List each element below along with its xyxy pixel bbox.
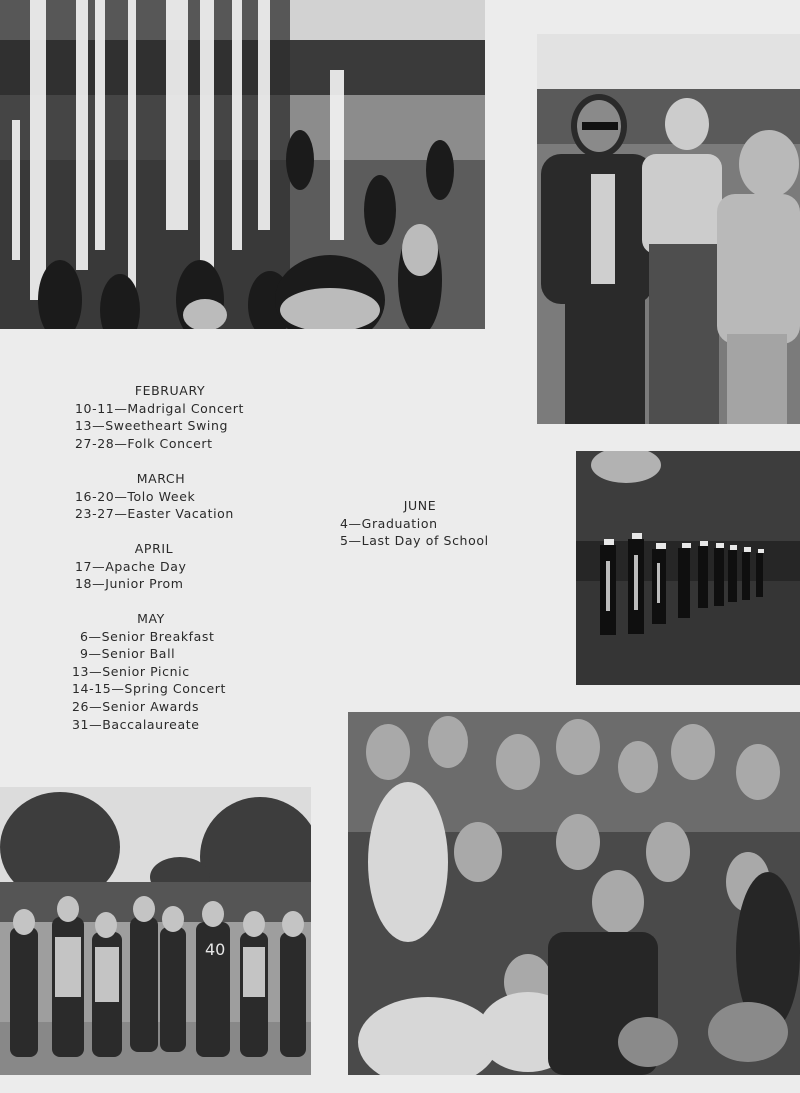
event-item: 6—Senior Breakfast	[80, 628, 215, 644]
event-item: 5—Last Day of School	[340, 533, 489, 549]
photo-marching-band	[576, 451, 800, 685]
month-heading-april: APRIL	[134, 541, 174, 556]
event-item: 13—Senior Picnic	[72, 663, 190, 679]
month-heading-february: FEBRUARY	[134, 383, 206, 398]
event-item: 18—Junior Prom	[75, 576, 184, 592]
jersey-number: 40	[205, 940, 226, 959]
event-item: 4—Graduation	[340, 515, 438, 531]
event-item: 31—Baccalaureate	[72, 716, 200, 732]
event-item: 23-27—Easter Vacation	[75, 506, 234, 522]
month-heading-june: JUNE	[403, 498, 437, 513]
event-item: 26—Senior Awards	[72, 698, 200, 714]
calendar-april	[75, 540, 233, 593]
event-item: 14-15—Spring Concert	[72, 681, 227, 697]
calendar-february	[75, 382, 265, 452]
calendar-june	[340, 497, 500, 550]
event-item: 17—Apache Day	[75, 558, 187, 574]
event-item: 27-28—Folk Concert	[75, 435, 213, 451]
event-item: 10-11—Madrigal Concert	[75, 400, 244, 416]
event-item: 16-20—Tolo Week	[75, 488, 196, 504]
month-heading-may: MAY	[137, 611, 165, 626]
calendar-may	[72, 610, 230, 733]
event-item: 13—Sweetheart Swing	[75, 418, 229, 434]
photo-crowd-cheering	[348, 712, 800, 1075]
photo-group-outdoors	[0, 787, 311, 1075]
event-item: 9—Senior Ball	[80, 646, 176, 662]
photo-man-sunglasses	[537, 34, 800, 424]
month-heading-march: MARCH	[136, 471, 186, 486]
calendar-march	[75, 470, 247, 523]
photo-streamers-crowd	[0, 0, 485, 329]
